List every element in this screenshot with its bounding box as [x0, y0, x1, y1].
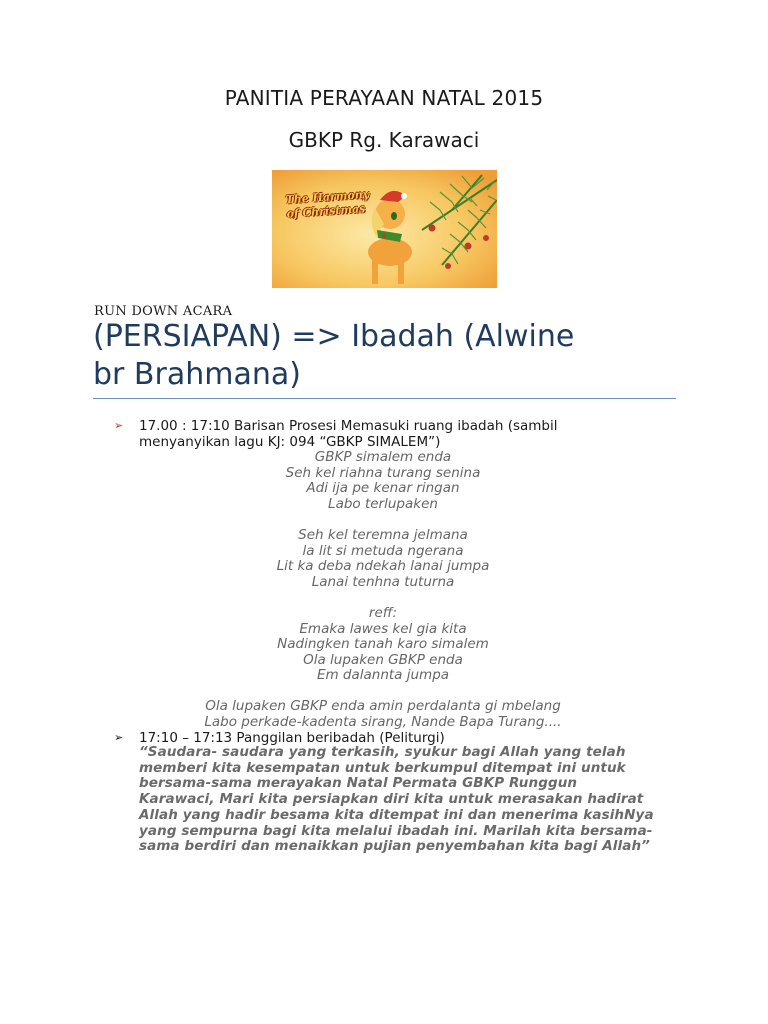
- list-item: [114, 418, 678, 450]
- arrow-bullet-icon: ➢: [114, 419, 124, 432]
- banner-title-line2: of Christmas: [286, 201, 366, 221]
- ornament-icon: [465, 243, 472, 250]
- ornament-icon: [445, 263, 451, 269]
- lyric-line: Adi ija pe kenar ringan: [306, 480, 460, 497]
- lyric-line: la lit si metuda ngerana: [302, 542, 464, 559]
- ornament-icon: [429, 225, 436, 232]
- stanza-1: [118, 450, 648, 512]
- arrow-bullet-icon: ➢: [114, 731, 124, 744]
- liturgy-line: Allah yang hadir besama kita ditempat ini dan menerima kasihNya: [139, 806, 654, 823]
- lyric-line: Emaka lawes kel gia kita: [299, 620, 467, 637]
- committee-title: PANITIA PERAYAAN NATAL 2015: [224, 86, 544, 110]
- list-item-text: [139, 418, 678, 450]
- closing-lyrics: [118, 698, 648, 730]
- heading-divider: [93, 398, 676, 399]
- lyric-line: Lanai tenhna tuturna: [311, 573, 455, 590]
- list-item-line: 17:10 – 17:13 Panggilan beribadah (Peliturgi): [139, 730, 445, 746]
- lyric-line: Seh kel teremna jelmana: [298, 526, 468, 543]
- reff-label: reff:: [368, 604, 398, 621]
- lyric-line: Nadingken tanah karo simalem: [277, 636, 489, 653]
- lyric-line: Seh kel riahna turang senina: [285, 464, 481, 481]
- lyric-line: Em dalannta jumpa: [316, 667, 450, 684]
- heading-line2: br Brahmana): [93, 357, 301, 392]
- lyric-line: Ola lupaken GBKP enda amin perdalanta gi mbelang: [205, 698, 561, 714]
- song-lyrics: [118, 450, 648, 700]
- liturgy-line: Karawaci, Mari kita persiapkan diri kita untuk merasakan hadirat: [139, 791, 644, 808]
- christmas-banner-image: [272, 170, 497, 288]
- lyric-line: Labo terlupaken: [328, 495, 438, 512]
- liturgy-line: yang sempurna bagi kita melalui ibadah ini. Marilah kita bersama-: [139, 822, 653, 839]
- liturgy-line: “Saudara- saudara yang terkasih, syukur bagi Allah yang telah: [139, 744, 626, 760]
- rundown-label: RUN DOWN ACARA: [94, 304, 233, 319]
- liturgy-line: memberi kita kesempatan untuk berkumpul ditempat ini untuk: [139, 759, 626, 776]
- ornament-icon: [483, 235, 489, 241]
- reff-stanza: [118, 606, 648, 684]
- section-heading: [93, 318, 683, 394]
- liturgy-line: sama berdiri dan menaikkan pujian penyembahan kita bagi Allah”: [139, 838, 650, 855]
- list-item-line: menyanyikan lagu KJ: 094 “GBKP SIMALEM”): [139, 434, 441, 450]
- liturgy-line: bersama-sama merayakan Natal Permata GBKP Runggun: [139, 775, 578, 792]
- lyric-line: Lit ka deba ndekah lanai jumpa: [276, 558, 490, 575]
- lyric-line: Labo perkade-kadenta sirang, Nande Bapa Turang....: [204, 714, 562, 730]
- banner-title-line1: The Harmony: [285, 187, 370, 207]
- liturgy-text: [139, 745, 679, 855]
- lyric-line: Ola lupaken GBKP enda: [303, 651, 463, 668]
- heading-line1: (PERSIAPAN) => Ibadah (Alwine: [93, 319, 575, 354]
- list-item-line: 17.00 : 17:10 Barisan Prosesi Memasuki ruang ibadah (sambil: [139, 418, 558, 434]
- stanza-2: [118, 528, 648, 590]
- lyric-line: GBKP simalem enda: [314, 449, 452, 465]
- church-title: GBKP Rg. Karawaci: [288, 128, 480, 152]
